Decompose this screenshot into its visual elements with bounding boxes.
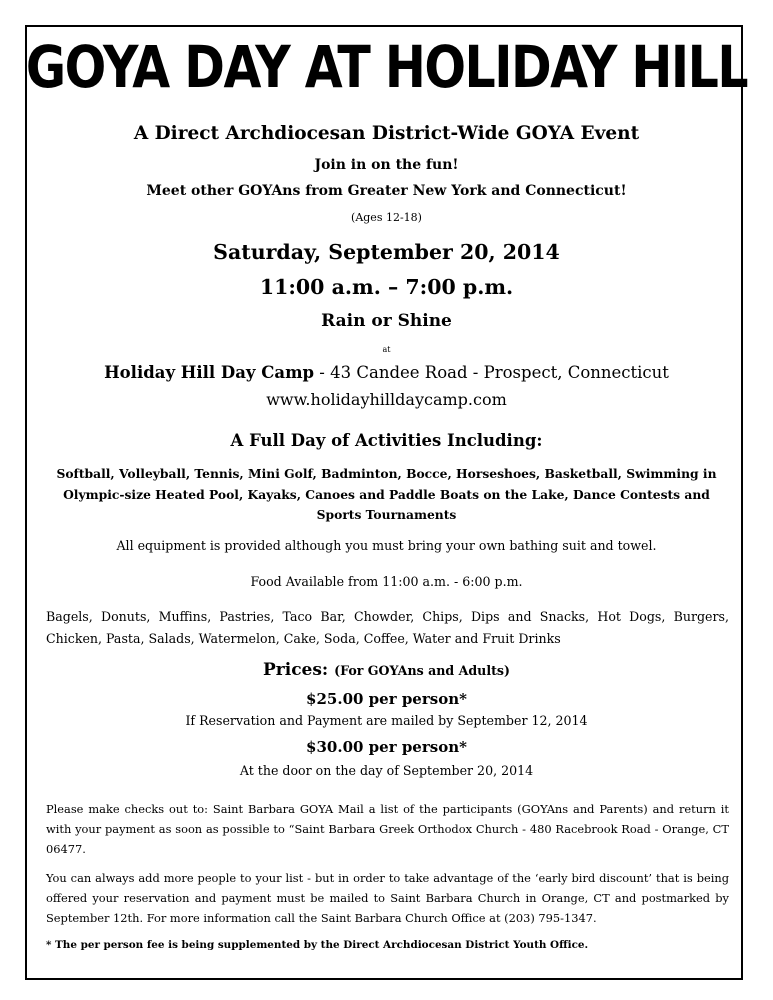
join-line: Join in on the fun! — [314, 157, 459, 173]
equipment-note: All equipment is provided although you must bring your own bathing suit and towel. — [116, 538, 657, 553]
prices-label: Prices: — [263, 660, 329, 680]
age-range: (Ages 12-18) — [351, 211, 422, 224]
meet-line: Meet other GOYAns from Greater New York and Connecticut! — [146, 183, 627, 199]
early-price: $25.00 per person* — [306, 690, 467, 708]
event-date: Saturday, September 20, 2014 — [213, 240, 560, 264]
event-subtitle: A Direct Archdiocesan District-Wide GOYA Event — [133, 123, 640, 144]
venue-line — [40, 363, 733, 382]
food-list: Bagels, Donuts, Muffins, Pastries, Taco Bar, Chowder, Chips, Dips and Snacks, Hot Dogs, Burgers, Chicken, Pasta, Salads, Watermelon, Cake, Soda, Coffee, Water and Fruit Drinks — [46, 609, 729, 646]
prices-heading — [40, 660, 733, 680]
flyer-title: GOYA DAY AT HOLIDAY HILL — [25, 34, 748, 102]
at-label: at — [382, 345, 391, 354]
food-availability: Food Available from 11:00 a.m. - 6:00 p.m. — [250, 574, 523, 589]
venue-website: www.holidayhilldaycamp.com — [266, 390, 507, 409]
venue-name: Holiday Hill Day Camp — [104, 363, 315, 382]
event-time: 11:00 a.m. – 7:00 p.m. — [259, 275, 514, 299]
rain-or-shine: Rain or Shine — [321, 311, 452, 331]
door-price: $30.00 per person* — [306, 738, 467, 756]
activities-list: Softball, Volleyball, Tennis, Mini Golf, Badminton, Bocce, Horseshoes, Basketball, Swimming in Olympic-size Heated Pool, Kayaks, Canoes and Paddle Boats on the Lake, Dance Contests and Sports Tournaments — [56, 466, 717, 522]
early-price-note: If Reservation and Payment are mailed by September 12, 2014 — [185, 713, 588, 728]
footnote: * The per person fee is being supplemented by the Direct Archdiocesan District Youth Office. — [46, 939, 589, 951]
venue-address: - 43 Candee Road - Prospect, Connecticut — [314, 363, 669, 382]
prices-qualifier: (For GOYAns and Adults) — [334, 663, 510, 678]
payment-instructions: Please make checks out to: Saint Barbara GOYA Mail a list of the participants (GOYAns and Parents) and return it with your payment as soon as possible to “Saint Barbara Greek Orthodox Church - 480 Racebrook Road - Orange, CT 06477. — [46, 802, 729, 856]
activities-heading: A Full Day of Activities Including: — [230, 431, 543, 450]
door-price-note: At the door on the day of September 20, 2014 — [239, 763, 534, 778]
early-bird-instructions: You can always add more people to your list - but in order to take advantage of the ‘early bird discount’ that is being offered your reservation and payment must be mailed to Saint Barbara Church in Orange, CT and postmarked by September 12th. For more information call the Saint Barbara Church Office at (203) 795-1347. — [46, 871, 729, 925]
